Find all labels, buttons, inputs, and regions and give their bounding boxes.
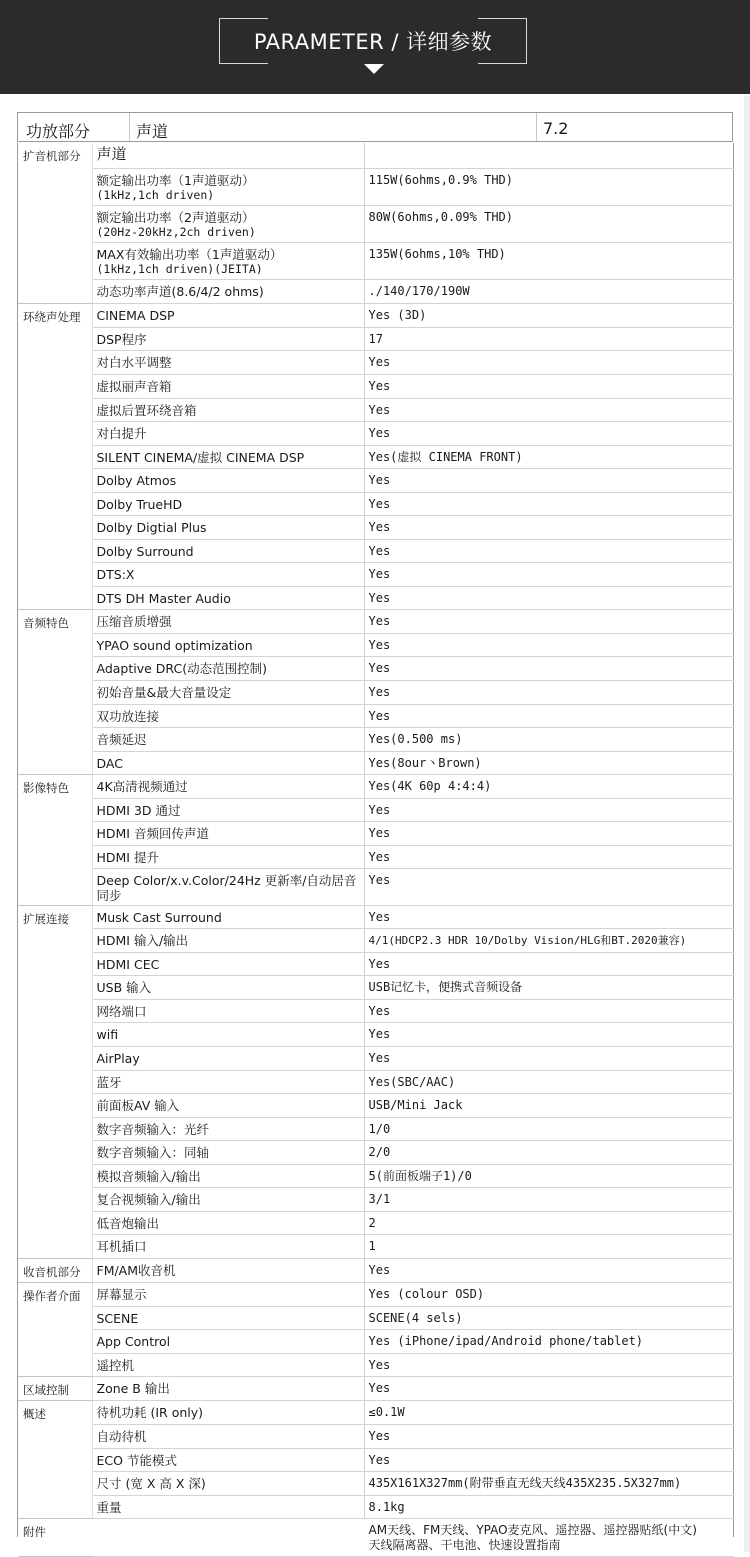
spec-name-text: 音频延迟 [96,731,147,747]
spec-value: Yes [364,1354,734,1377]
spec-value [364,143,734,168]
spec-category [18,704,92,727]
spec-value: Yes [364,1424,734,1448]
spec-name-text: 对白提升 [96,425,147,441]
spec-category [18,1165,92,1188]
spec-name [92,539,364,562]
spec-category [18,1448,92,1471]
spec-value: Yes(SBC/AAC) [364,1071,734,1094]
spec-name [92,374,364,398]
spec-category [18,1188,92,1212]
spec-category [18,1235,92,1259]
spec-row [18,1307,734,1330]
spec-row [18,143,734,168]
spec-value: Yes [364,1377,734,1401]
spec-row [18,515,734,539]
spec-category [18,1307,92,1330]
spec-category [18,445,92,468]
spec-row [18,1047,734,1071]
spec-row [18,1330,734,1354]
spec-name-text: CINEMA DSP [96,307,175,323]
spec-value: 2/0 [364,1141,734,1165]
spec-category [18,1424,92,1448]
spec-name [92,492,364,515]
spec-value: 8.1kg [364,1495,734,1518]
spec-category [18,1071,92,1094]
spec-name [92,609,364,633]
spec-row [18,727,734,751]
spec-category [18,327,92,350]
spec-name [92,1235,364,1259]
spec-value: Yes [364,821,734,845]
spec-category [18,168,92,205]
spec-category [18,492,92,515]
spec-name-text: HDMI 3D 通过 [96,802,181,818]
spec-category [18,586,92,609]
spec-name-text: DTS:X [96,566,135,582]
spec-name [92,845,364,868]
spec-row [18,492,734,515]
spec-value: Yes [364,905,734,929]
spec-name [92,242,364,279]
spec-value: 2 [364,1212,734,1235]
spec-category [18,242,92,279]
spec-row [18,1000,734,1023]
spec-name-text: DTS DH Master Audio [96,590,231,606]
spec-value: 435X161X327mm(附带垂直无线天线435X235.5X327mm) [364,1471,734,1495]
spec-category [18,350,92,374]
spec-name-text: 数字音频输入：光纤 [96,1122,210,1137]
spec-name-text: 压缩音质增强 [96,613,172,629]
spec-row [18,751,734,774]
spec-category [18,1471,92,1495]
spec-value: 115W(6ohms,0.9% THD) [364,168,734,205]
spec-table [18,143,734,1557]
spec-category [18,1141,92,1165]
spec-row [18,1377,734,1401]
spec-row-accessories [18,1518,734,1556]
spec-header-category: 功放部分 [18,113,130,141]
spec-name-subtext: (20Hz-20kHz,2ch driven) [96,224,256,239]
spec-value: Yes [364,350,734,374]
spec-header-name: 声道 [130,113,537,141]
spec-row [18,656,734,680]
spec-name [92,798,364,821]
spec-name-text: FM/AM收音机 [96,1263,176,1278]
spec-name-text: 耳机插口 [96,1239,147,1254]
spec-name-text: MAX有效输出功率（1声道驱动） [96,246,283,262]
spec-value: ≤0.1W [364,1401,734,1425]
spec-category [18,656,92,680]
spec-name [92,905,364,929]
spec-row [18,1401,734,1425]
spec-row [18,303,734,327]
spec-value: Yes (colour OSD) [364,1283,734,1307]
spec-category: 收音机部分 [18,1259,92,1283]
spec-row [18,1165,734,1188]
spec-name [92,515,364,539]
spec-category [18,976,92,1000]
spec-category [18,205,92,242]
spec-value: 3/1 [364,1188,734,1212]
spec-name-text: 额定输出功率（1声道驱动） [96,172,255,188]
spec-category [18,868,92,905]
spec-name-text: Dolby Atmos [96,472,177,488]
spec-name [92,1401,364,1425]
spec-row [18,421,734,445]
spec-value: Yes [364,374,734,398]
spec-name-text: wifi [96,1027,119,1042]
spec-row [18,953,734,976]
spec-name-text: 虚拟后置环绕音箱 [96,402,197,418]
spec-name [92,1354,364,1377]
spec-name [92,1448,364,1471]
spec-category [18,845,92,868]
spec-value: Yes (3D) [364,303,734,327]
spec-name [92,143,364,168]
spec-category [18,1354,92,1377]
spec-row [18,905,734,929]
spec-row [18,168,734,205]
spec-name [92,1188,364,1212]
spec-value: 1 [364,1235,734,1259]
spec-name-text: 额定输出功率（2声道驱动） [96,209,255,225]
spec-name-text: SCENE [96,1311,139,1326]
spec-value: USB/Mini Jack [364,1094,734,1118]
spec-value: Yes [364,953,734,976]
spec-name-text: 复合视频输入/输出 [96,1192,201,1207]
spec-value: Yes [364,656,734,680]
spec-name-text: 数字音频输入：同轴 [96,1145,210,1160]
spec-value: 1/0 [364,1118,734,1141]
spec-row [18,586,734,609]
spec-name-text: Dolby Surround [96,543,194,559]
spec-value: 17 [364,327,734,350]
spec-name-text: 尺寸 (宽 X 高 X 深) [96,1475,206,1491]
spec-name-text: 蓝牙 [96,1075,122,1090]
spec-name [92,327,364,350]
spec-row [18,1495,734,1518]
spec-name-text: Musk Cast Surround [96,909,222,925]
spec-name-text: HDMI CEC [96,957,160,972]
spec-value: Yes [364,798,734,821]
spec-row [18,976,734,1000]
spec-value [364,1518,734,1556]
spec-header-row [17,112,733,142]
spec-value: Yes [364,492,734,515]
spec-value: Yes(虚拟 CINEMA FRONT) [364,445,734,468]
spec-row [18,279,734,303]
spec-name-text: DAC [96,755,123,771]
spec-name [92,633,364,656]
spec-name-text: DSP程序 [96,331,147,347]
spec-row [18,350,734,374]
spec-name-text: USB 输入 [96,980,152,995]
spec-value: Yes [364,1047,734,1071]
spec-name [92,1023,364,1047]
spec-value: Yes [364,1448,734,1471]
spec-value: Yes [364,704,734,727]
spec-name [92,929,364,953]
spec-name [92,1000,364,1023]
spec-row [18,1283,734,1307]
spec-name [92,1165,364,1188]
spec-name [92,1495,364,1518]
spec-row [18,1448,734,1471]
spec-name [92,398,364,421]
spec-category [18,562,92,586]
spec-value: Yes [364,680,734,704]
spec-name-text: 虚拟丽声音箱 [96,378,172,394]
spec-name-text: 声道 [96,145,127,163]
spec-row [18,1188,734,1212]
spec-value: SCENE(4 sels) [364,1307,734,1330]
spec-name [92,205,364,242]
spec-row [18,1071,734,1094]
spec-name-text: HDMI 音频回传声道 [96,825,209,841]
spec-row [18,445,734,468]
scrollbar[interactable] [744,96,750,1552]
spec-row [18,929,734,953]
spec-row [18,1212,734,1235]
spec-value: 135W(6ohms,10% THD) [364,242,734,279]
spec-name [92,1118,364,1141]
spec-name-text: 前面板AV 输入 [96,1098,180,1113]
spec-name-text: App Control [96,1334,171,1349]
spec-category [18,1212,92,1235]
spec-row [18,680,734,704]
spec-category [18,1094,92,1118]
spec-name-text: 遥控机 [96,1358,135,1373]
spec-value: Yes (iPhone/ipad/Android phone/tablet) [364,1330,734,1354]
spec-category: 附件 [18,1518,92,1556]
spec-name-text: Zone B 输出 [96,1381,170,1396]
spec-name-text: 待机功耗 (IR only) [96,1405,204,1420]
spec-value: Yes [364,562,734,586]
spec-category: 操作者介面 [18,1283,92,1307]
spec-name-text: AirPlay [96,1051,140,1066]
spec-name-text: 重量 [96,1499,122,1515]
spec-row [18,1023,734,1047]
spec-name-text: 动态功率声道(8.6/4/2 ohms) [96,283,264,299]
spec-category: 影像特色 [18,774,92,798]
spec-value: Yes [364,586,734,609]
spec-name [92,445,364,468]
spec-name [92,1047,364,1071]
spec-value: Yes [364,539,734,562]
spec-row [18,539,734,562]
spec-name [92,586,364,609]
spec-name [92,1424,364,1448]
spec-row [18,609,734,633]
spec-category: 扩音机部分 [18,143,92,168]
spec-name [92,656,364,680]
spec-name [92,821,364,845]
spec-category: 音频特色 [18,609,92,633]
spec-category: 区域控制 [18,1377,92,1401]
spec-name-text: HDMI 提升 [96,849,159,865]
spec-name-text: YPAO sound optimization [96,637,253,653]
title-frame [219,18,527,64]
spec-row [18,1471,734,1495]
spec-value: Yes [364,1023,734,1047]
spec-row [18,205,734,242]
spec-value: Yes [364,633,734,656]
down-arrow-icon [364,64,384,74]
spec-name [92,953,364,976]
spec-row [18,1235,734,1259]
page-header [0,0,750,94]
spec-value: Yes [364,1259,734,1283]
spec-name [92,1377,364,1401]
spec-name [92,168,364,205]
spec-row [18,1354,734,1377]
spec-name-text: 低音炮输出 [96,1216,160,1231]
spec-name [92,468,364,492]
spec-name [92,562,364,586]
spec-row [18,242,734,279]
spec-name [92,1330,364,1354]
spec-category [18,727,92,751]
accessories-line-2: 天线隔离器、干电池、快速设置指南 [368,1537,561,1552]
spec-category [18,929,92,953]
spec-name-text: SILENT CINEMA/虚拟 CINEMA DSP [96,449,305,465]
spec-value: 80W(6ohms,0.09% THD) [364,205,734,242]
page-title: PARAMETER / 详细参数 [253,30,493,54]
spec-header-value: 7.2 [543,119,569,138]
spec-category [18,374,92,398]
spec-value: Yes [364,609,734,633]
spec-name [92,1471,364,1495]
spec-category [18,398,92,421]
spec-value: Yes [364,421,734,445]
spec-name [92,704,364,727]
spec-name-text: Adaptive DRC(动态范围控制) [96,660,267,676]
spec-category [18,515,92,539]
spec-name [92,421,364,445]
spec-value: 5(前面板端子1)/0 [364,1165,734,1188]
spec-name-text: HDMI 输入/输出 [96,933,189,948]
spec-name-subtext: (1kHz,1ch driven) [96,187,215,202]
spec-category [18,680,92,704]
spec-value: Yes(4K 60p 4:4:4) [364,774,734,798]
spec-row [18,1259,734,1283]
spec-category [18,421,92,445]
spec-name [92,1259,364,1283]
spec-row [18,774,734,798]
spec-row [18,868,734,905]
spec-name [92,1518,364,1556]
spec-row [18,374,734,398]
spec-name [92,350,364,374]
spec-category [18,953,92,976]
spec-category [18,1495,92,1518]
spec-category [18,1023,92,1047]
spec-row [18,562,734,586]
spec-category [18,468,92,492]
spec-name [92,1071,364,1094]
spec-category [18,798,92,821]
spec-name-text: Dolby TrueHD [96,496,183,512]
spec-name-text: 4K高清视频通过 [96,778,188,794]
spec-name-text: Deep Color/x.v.Color/24Hz 更新率/自动居音同步 [96,872,357,903]
accessories-line-1: AM天线、FM天线、YPAO麦克风、遥控器、遥控器贴纸(中文) [368,1522,697,1537]
spec-name [92,751,364,774]
spec-name [92,279,364,303]
spec-category: 环绕声处理 [18,303,92,327]
spec-name [92,727,364,751]
spec-name-text: 自动待机 [96,1428,147,1444]
spec-name [92,976,364,1000]
spec-value: Yes [364,468,734,492]
spec-row [18,821,734,845]
spec-row [18,845,734,868]
spec-name-text: ECO 节能模式 [96,1452,177,1468]
spec-category [18,633,92,656]
spec-value: Yes(8our丶Brown) [364,751,734,774]
spec-value: Yes [364,1000,734,1023]
spec-row [18,704,734,727]
spec-name-text: 对白水平调整 [96,354,172,370]
spec-name [92,868,364,905]
spec-name-text: 双功放连接 [96,708,160,724]
spec-category [18,279,92,303]
spec-name-text: 模拟音频输入/输出 [96,1169,201,1184]
spec-row [18,633,734,656]
spec-name [92,1212,364,1235]
spec-row [18,1141,734,1165]
spec-name-text: Dolby Digtial Plus [96,519,207,535]
spec-value: Yes [364,515,734,539]
spec-category [18,1330,92,1354]
spec-row [18,398,734,421]
spec-category [18,1047,92,1071]
spec-value: Yes(0.500 ms) [364,727,734,751]
spec-row [18,1094,734,1118]
spec-row [18,1424,734,1448]
spec-value: ./140/170/190W [364,279,734,303]
spec-category: 概述 [18,1401,92,1425]
spec-name [92,1094,364,1118]
spec-row [18,468,734,492]
spec-row [18,798,734,821]
spec-value: 4/1(HDCP2.3 HDR 10/Dolby Vision/HLG和BT.2020兼容) [364,929,734,953]
spec-name-text: 屏幕显示 [96,1287,147,1302]
spec-category [18,751,92,774]
spec-name [92,1307,364,1330]
spec-category [18,821,92,845]
spec-name-subtext: (1kHz,1ch driven)(JEITA) [96,261,263,276]
spec-category [18,1118,92,1141]
spec-name [92,1141,364,1165]
spec-name [92,1283,364,1307]
spec-name [92,774,364,798]
spec-row [18,1118,734,1141]
spec-row [18,327,734,350]
spec-name [92,680,364,704]
spec-value: USB记忆卡，便携式音频设备 [364,976,734,1000]
spec-value: Yes [364,868,734,905]
spec-category: 扩展连接 [18,905,92,929]
spec-category [18,1000,92,1023]
spec-category [18,539,92,562]
spec-name-text: 初始音量&最大音量设定 [96,684,232,700]
spec-name [92,303,364,327]
spec-value: Yes [364,845,734,868]
spec-value: Yes [364,398,734,421]
spec-name-text: 网络端口 [96,1004,147,1019]
